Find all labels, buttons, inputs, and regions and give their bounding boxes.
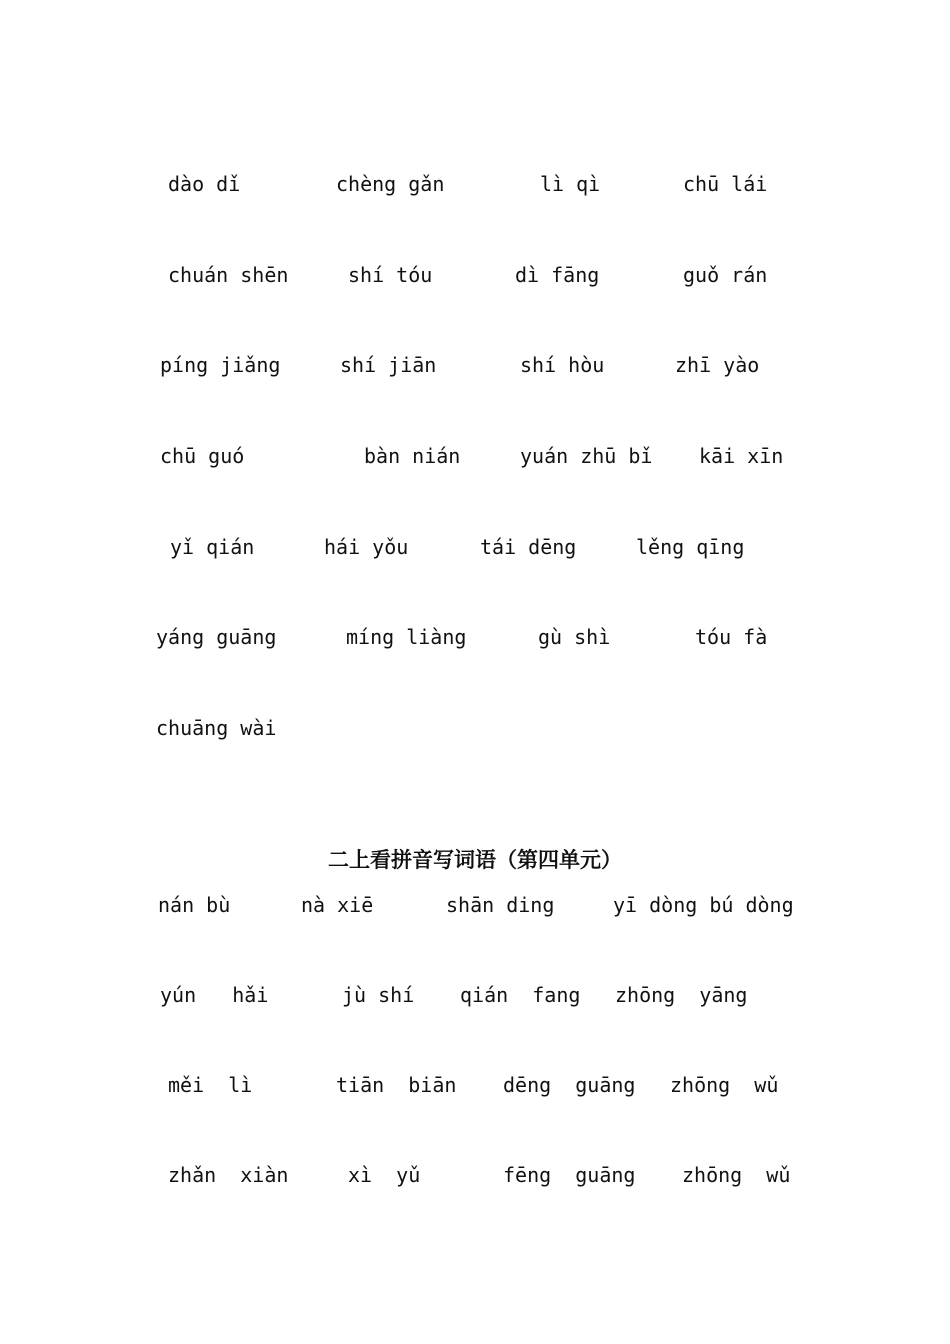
pinyin-word: shí jiān: [340, 353, 437, 377]
pinyin-word: lì qì: [540, 172, 601, 196]
pinyin-word: yáng guāng: [156, 625, 277, 649]
pinyin-word: dì fāng: [515, 263, 600, 287]
pinyin-word: dēng guāng: [503, 1073, 636, 1097]
pinyin-word: hái yǒu: [324, 535, 409, 559]
pinyin-word: gù shì: [538, 625, 611, 649]
pinyin-word: shí hòu: [520, 353, 605, 377]
pinyin-word: chū guó: [160, 444, 245, 468]
pinyin-word: guǒ rán: [683, 263, 768, 287]
pinyin-word: qián fang: [460, 983, 581, 1007]
pinyin-word: dào dǐ: [168, 172, 241, 196]
pinyin-word: chuán shēn: [168, 263, 289, 287]
pinyin-word: yī dòng bú dòng: [613, 893, 794, 917]
pinyin-word: chèng gǎn: [336, 172, 445, 196]
pinyin-word: yǐ qián: [170, 535, 255, 559]
pinyin-word: yún hǎi: [160, 983, 269, 1007]
pinyin-word: kāi xīn: [699, 444, 784, 468]
pinyin-word: zhōng wǔ: [670, 1073, 779, 1097]
pinyin-word: nán bù: [158, 893, 231, 917]
pinyin-word: tái dēng: [480, 535, 577, 559]
pinyin-word: zhī yào: [675, 353, 760, 377]
pinyin-word: lěng qīng: [636, 535, 745, 559]
pinyin-word: zhōng yāng: [615, 983, 748, 1007]
pinyin-word: fēng guāng: [503, 1163, 636, 1187]
pinyin-word: tóu fà: [695, 625, 768, 649]
pinyin-word: chū lái: [683, 172, 768, 196]
pinyin-word: yuán zhū bǐ: [520, 444, 653, 468]
pinyin-word: zhōng wǔ: [682, 1163, 791, 1187]
pinyin-word: shān ding: [446, 893, 555, 917]
pinyin-word: xì yǔ: [348, 1163, 421, 1187]
pinyin-word: chuāng wài: [156, 716, 277, 740]
pinyin-word: shí tóu: [348, 263, 433, 287]
pinyin-word: bàn nián: [364, 444, 461, 468]
pinyin-word: míng liàng: [346, 625, 467, 649]
pinyin-word: tiān biān: [336, 1073, 457, 1097]
pinyin-word: nà xiē: [301, 893, 374, 917]
pinyin-word: měi lì: [168, 1073, 253, 1097]
pinyin-word: zhǎn xiàn: [168, 1163, 289, 1187]
pinyin-word: jù shí: [342, 983, 415, 1007]
section-title: 二上看拼音写词语（第四单元）: [328, 848, 622, 872]
pinyin-word: píng jiǎng: [160, 353, 281, 377]
